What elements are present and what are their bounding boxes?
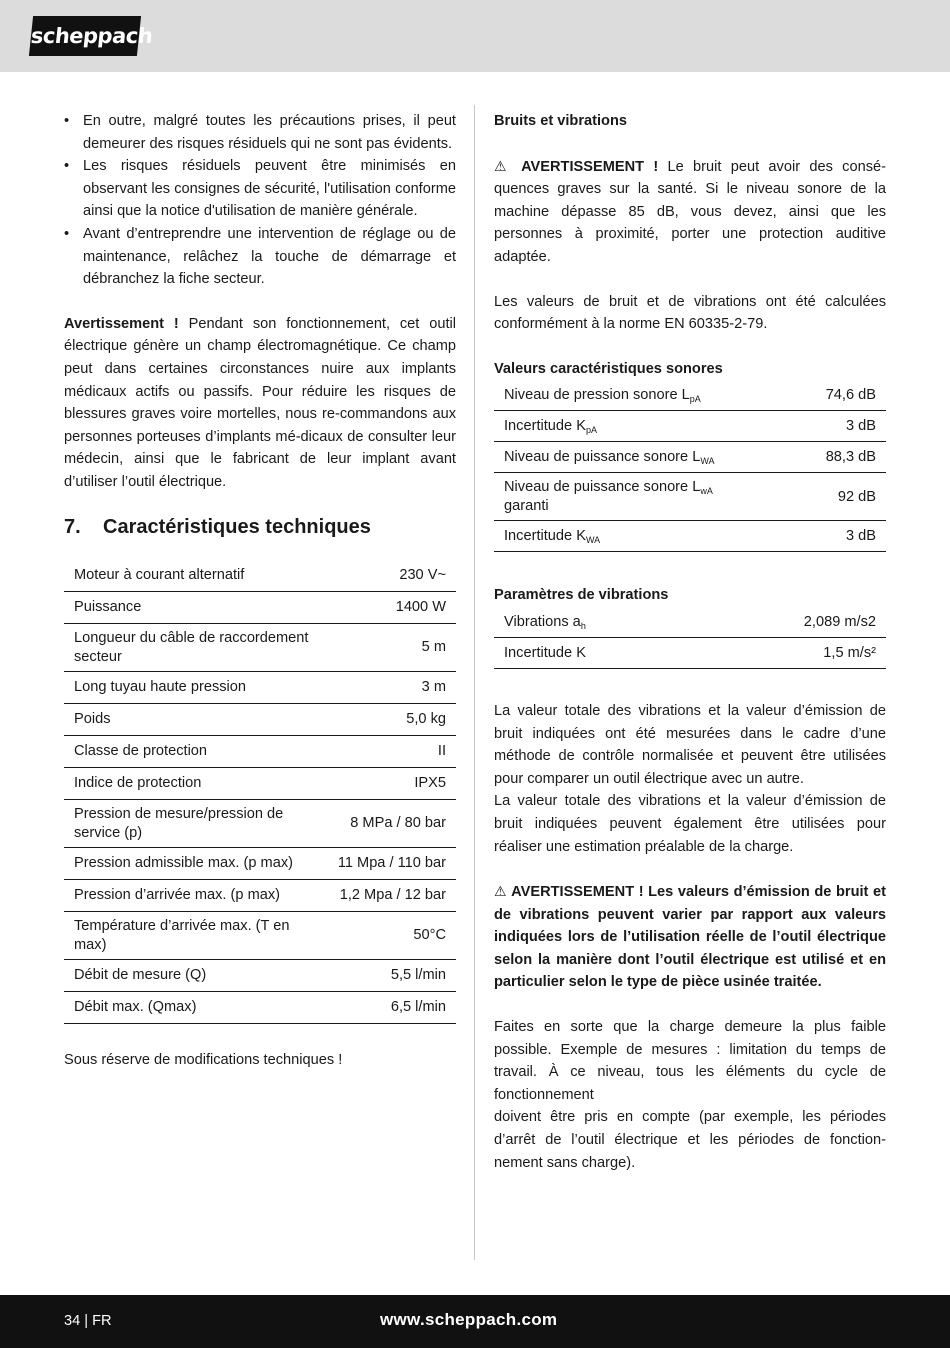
vibration-paragraph-2: La valeur totale des vibrations et la valeur d’émission de bruit indiquées peuvent également être utilisées pour réaliser une estimation préalable de la charge. [494,793,886,855]
spec-label: Poids [64,703,328,735]
spec-value: II [328,735,456,767]
spec-label: Indice de protection [64,767,328,799]
spec-value: 1400 W [328,591,456,623]
table-row [64,847,456,879]
row-label-subscript: h [580,620,586,631]
spec-value: 8 MPa / 80 bar [328,799,456,847]
noise-warning-paragraph [494,155,886,269]
table-row [494,473,886,521]
footer-bar [0,1295,950,1348]
table-row [64,959,456,991]
row-label [494,637,700,668]
row-label-text: Vibrations a [504,613,581,630]
residual-risk-list [64,110,456,291]
spec-label: Pression de mesure/pression de service (p) [64,799,328,847]
spec-label: Moteur à courant alternatif [64,560,328,592]
table-row [494,411,886,442]
vibration-table [494,607,886,669]
noise-warning-text: Le bruit peut avoir des consé-quences graves sur la santé. Si le niveau sonore de la machine dépasse 85 dB, vous devez, ainsi que les personnes à proximité, porter une protection auditive adaptée. [494,158,886,265]
list-item: • Avant d’entreprendre une intervention de réglage ou de maintenance, relâchez la touche de démarrage et débranchez la fiche secteur. [64,223,456,291]
vibration-warning-text: Les valeurs d’émission de bruit et de vibrations peuvent varier par rapport aux valeurs indiquées lors de l’utilisation réelle de l’outil électrique selon la manière dont l’outil électrique est utilisé et en particulier selon le type de pièce usinée traitée. [494,884,886,991]
row-value: 1,5 m/s² [700,637,886,668]
row-label-text: Niveau de puissance sonore L [504,479,701,496]
noise-warning-label: AVERTISSEMENT ! [521,158,659,175]
table-row [64,767,456,799]
emf-warning-paragraph [64,313,456,494]
spec-value: IPX5 [328,767,456,799]
spec-label: Longueur du câble de raccordement secteur [64,623,328,671]
row-label-text: Incertitude K [504,418,586,435]
spec-value: 3 m [328,671,456,703]
row-label-subscript: pA [689,394,701,405]
spec-label: Long tuyau haute pression [64,671,328,703]
row-label-text: Niveau de puissance sonore L [504,449,701,466]
emf-warning-label: Avertissement ! [64,315,179,332]
table-row [494,637,886,668]
table-row [64,735,456,767]
vibration-paragraph-1: La valeur totale des vibrations et la valeur d’émission de bruit indiquées ont été mesurées dans le cadre d’une méthode de contrôle normalisée et peuvent être utilisées pour comparer un outil électrique avec un autre. [494,702,886,787]
spec-value: 11 Mpa / 110 bar [328,847,456,879]
emf-warning-text: Pendant son fonctionnement, cet outil électrique génère un champ électromagnétique. Ce champ peut dans certaines circonstances nuire aux implants médicaux actifs ou passifs. Pour réduire les risques de blessures graves voire mortelles, nous re-commandons aux personnes porteuses d’implants mé-dicaux de consulter leur médecin, ainsi que le fabricant de leur implant avant d’utiliser l’outil électrique. [64,315,456,490]
table-row [494,380,886,411]
table-row [64,560,456,592]
list-item: • En outre, malgré toutes les précautions prises, il peut demeurer des risques résiduels qui ne sont pas évidents. [64,110,456,155]
spec-value: 6,5 l/min [328,991,456,1023]
vibration-warning-label: AVERTISSEMENT ! [511,884,644,901]
website-link[interactable]: www.scheppach.com [380,1310,558,1329]
row-label [494,380,794,411]
section-heading [64,514,456,540]
row-label-subscript: WA [700,456,715,467]
left-column [64,110,456,1071]
row-value: 2,089 m/s2 [700,607,886,638]
load-paragraph-1: Faites en sorte que la charge demeure la plus faible possible. Exemple de mesures : limitation du temps de travail. À ce niveau, tous les éléments du cycle de fonctionnement [494,1019,886,1103]
row-value: 3 dB [794,411,886,442]
page-number: 34 | FR [64,1313,112,1329]
section-title: Caractéristiques techniques [103,515,371,538]
row-label-subscript: pA [585,425,597,436]
table-row [64,911,456,959]
spec-label: Pression d’arrivée max. (p max) [64,879,328,911]
row-label-suffix: garanti [504,498,549,515]
table-row [494,442,886,473]
scheppach-logo: scheppach [29,16,141,56]
table-row [64,703,456,735]
warning-triangle-icon: ⚠ [494,883,508,900]
table-row [64,671,456,703]
table-row [64,879,456,911]
table-row [64,623,456,671]
table-row [64,799,456,847]
spec-value: 230 V~ [328,560,456,592]
row-label [494,473,794,521]
row-value: 74,6 dB [794,380,886,411]
footnote: Sous réserve de modifications techniques ! [64,1051,343,1068]
row-label [494,411,794,442]
spec-label: Puissance [64,591,328,623]
sound-heading: Valeurs caractéristiques sonores [494,360,723,377]
table-row [64,591,456,623]
row-label-text: Incertitude K [504,528,586,545]
noise-heading: Bruits et vibrations [494,113,627,129]
spec-label: Débit de mesure (Q) [64,959,328,991]
specs-table [64,560,456,1024]
row-label-subscript: WA [585,535,601,546]
calc-note: Les valeurs de bruit et de vibrations ont été calculées conformément à la norme EN 60335-2-79. [494,293,886,333]
row-label [494,442,794,473]
row-value: 88,3 dB [794,442,886,473]
vibration-heading: Paramètres de vibrations [494,587,669,604]
table-row [64,991,456,1023]
load-paragraph-2: doivent être pris en compte (par exemple, les périodes d’arrêt de l’outil électrique et les périodes de fonction-nement sans charge). [494,1109,886,1171]
row-label [494,607,700,638]
right-column [494,110,886,1174]
row-label [494,521,794,552]
vibration-warning-paragraph [494,880,886,994]
sound-values-table [494,380,886,552]
table-row [494,521,886,552]
spec-value: 5,0 kg [328,703,456,735]
section-number: 7. [64,515,81,538]
row-label-subscript: wA [700,486,713,497]
row-label-text: Niveau de pression sonore L [504,387,690,404]
spec-label: Pression admissible max. (p max) [64,847,328,879]
spec-value: 5 m [328,623,456,671]
spec-value: 50°C [328,911,456,959]
spec-label: Température d’arrivée max. (T en max) [64,911,328,959]
header-bar [0,0,950,72]
row-label-text: Incertitude K [504,644,586,661]
table-row [494,607,886,638]
row-value: 92 dB [794,473,886,521]
warning-triangle-icon: ⚠ [494,157,512,174]
row-value: 3 dB [794,521,886,552]
spec-value: 5,5 l/min [328,959,456,991]
spec-label: Débit max. (Qmax) [64,991,328,1023]
spec-value: 1,2 Mpa / 12 bar [328,879,456,911]
column-divider [474,105,475,1260]
spec-label: Classe de protection [64,735,328,767]
list-item: • Les risques résiduels peuvent être minimisés en observant les consignes de sécurité, l'utilisation conforme ainsi que la notice d'utilisation de manière générale. [64,155,456,223]
